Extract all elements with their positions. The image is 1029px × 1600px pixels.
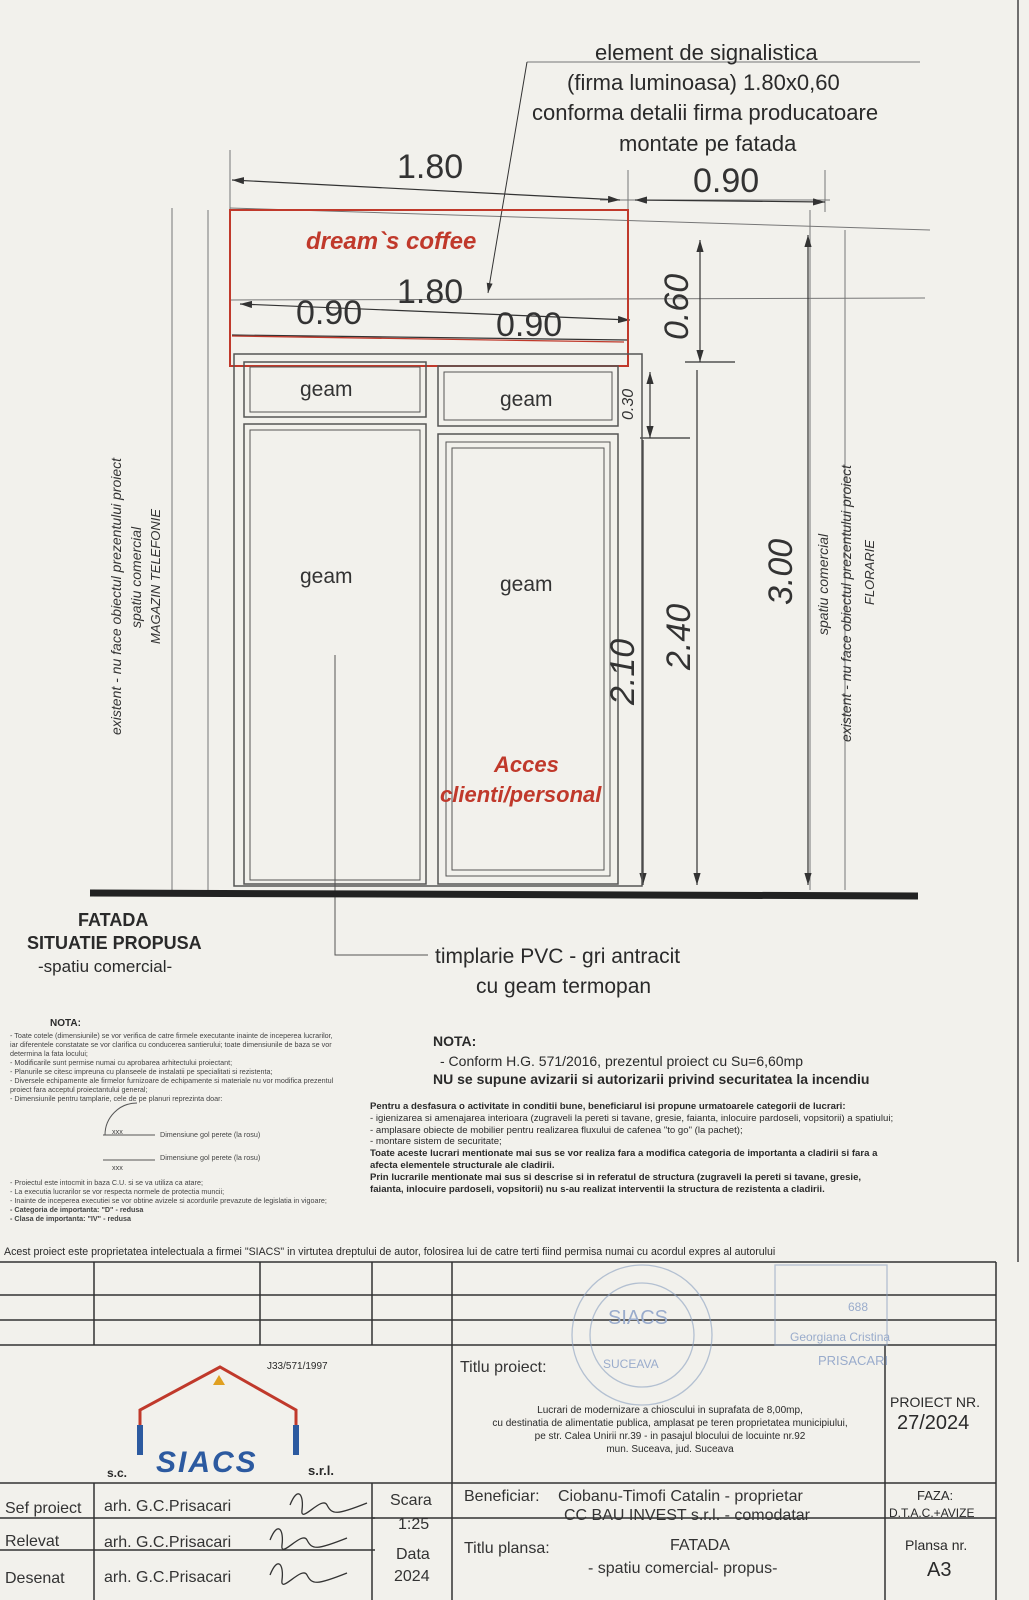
stamp-surname: PRISACARI <box>818 1353 889 1368</box>
left-side-existing: existent - nu face obiectul prezentului proiect <box>108 457 124 735</box>
data-label: Data <box>396 1546 430 1563</box>
faza-label: FAZA: <box>917 1488 954 1503</box>
window-note-2: cu geam termopan <box>476 975 652 998</box>
sign-text: dream`s coffee <box>306 228 477 255</box>
siacs-logo: SIACS <box>156 1446 258 1479</box>
role-sef-proiect: Sef proiect <box>5 1500 82 1517</box>
company-srl: s.r.l. <box>308 1463 335 1478</box>
copyright-line: Acest proiect este proprietatea intelectuala a firmei "SIACS" in virtutea dreptului de autor, folosirea lui de catre terti fiind permisa numai cu acordul expres al autorului <box>4 1246 776 1258</box>
dim-top-total: 1.80 <box>397 148 464 186</box>
role-relevat: Relevat <box>5 1533 60 1550</box>
access-label-1: Acces <box>494 752 559 777</box>
scara-value: 1:25 <box>398 1516 430 1533</box>
access-label-2: clienti/personal <box>440 782 602 807</box>
titlu-plansa-label: Titlu plansa: <box>464 1540 550 1557</box>
legend-1: Dimensiune gol perete (la rosu) <box>160 1130 261 1139</box>
titlu-proiect-label: Titlu proiect: <box>460 1359 547 1376</box>
nota-left-lines: - Toate cotele (dimensiunile) se vor verifica de catre firmele executante inainte de inceperea lucrarilor, iar diferentele constatate se vor clarifica cu conducerea santierului; toate dimensiunile de baza se vor determina la fata locului; - Modificarile sunt permise numai cu aprobarea arhitectului proiectant; - Planurile se citesc impreuna cu planseele de instalatii pe specialitati si rezistenta; - Diversele echipamente ale firmelor furnizoare de echipamente si materiale nu vor modifica prezentul proiect fara acceptul proiectantului general; - Dimensiunile pentru tamplarie, cele de pe planuri reprezinta doar: <box>10 1031 334 1103</box>
left-side-commercial: spatiu comercial <box>128 526 144 628</box>
left-side-shop: MAGAZIN TELEFONIE <box>148 508 163 644</box>
registration-no: J33/571/1997 <box>267 1361 328 1372</box>
role-relevat-name: arh. G.C.Prisacari <box>104 1534 232 1551</box>
facade-title-1: FATADA <box>78 910 149 930</box>
dim-mid-height: 2.40 <box>660 603 698 670</box>
right-side-shop: FLORARIE <box>862 539 877 605</box>
beneficiar-label: Beneficiar: <box>464 1488 540 1505</box>
works-block: Pentru a desfasura o activitate in conditii bune, beneficiarul isi propune urmatoarele categorii de lucrari: - igienizarea si amenajarea interioara (zugraveli la pereti si tavane, gresie, faianta, inlocuire pardoseli, vopsitorii) a spatiului; - amplasare obiecte de mobilier pentru realizarea fluxului de cafenea "to go" (la pachet); - montare sistem de securitate; Toate aceste lucrari mentionate mai sus se vor realiza fara a modifica categoria de importanta a cladirii si fara a afecta elementele structurale ale cladirii. Prin lucrarile mentionate mai sus si descrise si in referatul de structura (zugraveli la pereti si tavane, gresie, faianta, inlocuire pardoseli, vopsitorii) nu s-au realizat interventii la structura de rezistenta a cladirii. <box>370 1101 894 1195</box>
role-desenat-name: arh. G.C.Prisacari <box>104 1569 232 1586</box>
stamp-name: SIACS <box>608 1307 669 1329</box>
proiect-nr: 27/2024 <box>897 1412 970 1434</box>
plansa-nr: A3 <box>927 1559 952 1581</box>
window-note-1: timplarie PVC - gri antracit <box>435 945 681 968</box>
panel-label-right: geam <box>500 573 553 596</box>
proiect-nr-label: PROIECT NR. <box>890 1394 980 1410</box>
data-value: 2024 <box>394 1568 430 1585</box>
plansa-title-2: - spatiu comercial- propus- <box>588 1560 778 1577</box>
dim-door-height: 2.10 <box>604 638 642 705</box>
beneficiar-1: Ciobanu-Timofi Catalin - proprietar <box>558 1488 803 1505</box>
panel-label-left: geam <box>300 565 353 588</box>
dim-inner-right: 0.90 <box>496 306 563 344</box>
beneficiar-2: CC BAU INVEST s.r.l. - comodatar <box>564 1507 810 1524</box>
dim-transom-height: 0.30 <box>620 388 637 420</box>
dim-sign-height: 0.60 <box>658 273 696 340</box>
dim-inner-total: 1.80 <box>397 273 464 311</box>
nota-left-title: NOTA: <box>50 1018 81 1029</box>
right-side-commercial: spatiu comercial <box>815 533 831 635</box>
dim-top-right: 0.90 <box>693 162 760 200</box>
faza-value: D.T.A.C.+AVIZE <box>889 1506 975 1520</box>
legend-xxx-2: xxx <box>112 1163 123 1172</box>
sign-note-line-1: element de signalistica <box>595 40 818 65</box>
legend-2: Dimensiune gol perete (la rosu) <box>160 1153 261 1162</box>
plansa-title-1: FATADA <box>670 1537 730 1554</box>
nota-right-line-1: - Conform H.G. 571/2016, prezentul proiect cu Su=6,60mp <box>440 1053 804 1069</box>
plansa-nr-label: Plansa nr. <box>905 1537 968 1553</box>
sign-note-line-2: (firma luminoasa) 1.80x0,60 <box>567 70 840 95</box>
role-desenat: Desenat <box>5 1570 65 1587</box>
right-side-existing: existent - nu face obiectul prezentului proiect <box>838 464 854 742</box>
panel-label-top-left: geam <box>300 378 353 401</box>
company-sc: s.c. <box>107 1466 128 1480</box>
role-sef-proiect-name: arh. G.C.Prisacari <box>104 1498 232 1515</box>
sign-note-line-4: montate pe fatada <box>619 131 797 156</box>
sign-note-line-3: conforma detalii firma producatoare <box>532 100 879 125</box>
nota-right-line-2: NU se supune avizarii si autorizarii privind securitatea la incendiu <box>433 1071 870 1087</box>
nota-left-bottom: - Proiectul este intocmit in baza C.U. si se va utiliza ca atare; - La executia lucrarilor se vor respecta normele de protectia muncii; - Inainte de inceperea executiei se vor obtine avizele si acordurile prevazute de legislatia in vigoare; - Categoria de importanta: "D" - redusa - Clasa de importanta: "IV" - redusa <box>10 1178 327 1223</box>
panel-label-top-right: geam <box>500 388 553 411</box>
stamp-city: SUCEAVA <box>603 1357 659 1371</box>
facade-title-3: -spatiu comercial- <box>38 957 173 976</box>
dim-inner-left: 0.90 <box>296 294 363 332</box>
scara-label: Scara <box>390 1492 432 1509</box>
project-description: Lucrari de modernizare a chioscului in suprafata de 8,00mp, cu destinatia de alimentatie publica, amplasat pe teren proprietatea municipiului, pe str. Calea Unirii nr.39 - in pasajul blocului de locuinte nr.92 mun. Suceava, jud. Suceava <box>492 1405 848 1455</box>
facade-title-2: SITUATIE PROPUSA <box>27 933 202 953</box>
stamp-number: 688 <box>848 1300 869 1314</box>
stamp-person: Georgiana Cristina <box>790 1330 891 1344</box>
legend-xxx-1: xxx <box>112 1127 123 1136</box>
nota-right-title: NOTA: <box>433 1033 477 1049</box>
dim-total-height: 3.00 <box>762 538 800 605</box>
